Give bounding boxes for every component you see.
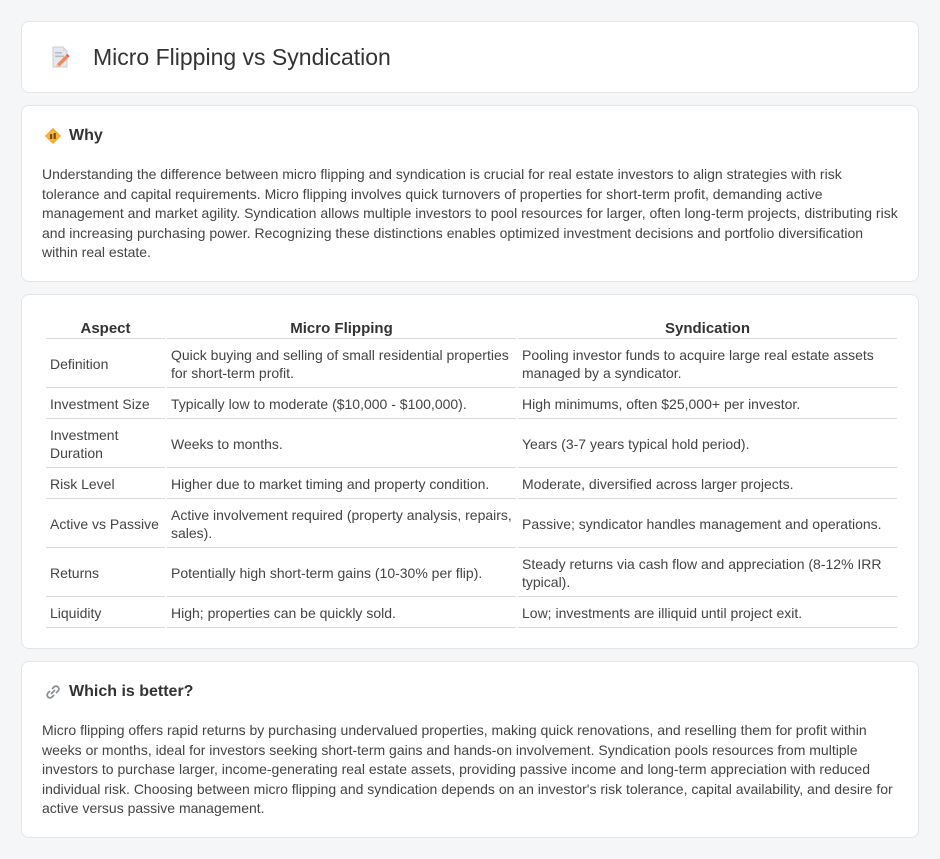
cell-micro: Higher due to market timing and property condition. [167, 470, 516, 499]
pencil-document-icon [48, 45, 72, 69]
title-row [22, 22, 918, 92]
cell-synd: Steady returns via cash flow and appreciation (8-12% IRR typical). [518, 550, 897, 597]
cell-micro: Weeks to months. [167, 421, 516, 468]
cell-aspect: Active vs Passive [46, 501, 165, 548]
which-better-card [21, 661, 919, 838]
why-heading: Why [69, 127, 103, 144]
link-icon [44, 683, 62, 701]
cell-synd: Moderate, diversified across larger projects. [518, 470, 897, 499]
cell-micro: Potentially high short-term gains (10-30% per flip). [167, 550, 516, 597]
cell-aspect: Investment Size [46, 390, 165, 419]
cell-micro: High; properties can be quickly sold. [167, 599, 516, 628]
comparison-table [44, 316, 899, 630]
cell-synd: Years (3-7 years typical hold period). [518, 421, 897, 468]
why-text: Understanding the difference between micro flipping and syndication is crucial for real estate investors to align strategies with risk tolerance and capital requirements. Micro flipping involves quick turnovers of properties for short-term profit, demanding active management and market agility. Syndication allows multiple investors to pool resources for larger, often long-term projects, distributing risk and increasing purchasing power. Recognizing these distinctions enables optimized investment decisions and portfolio diversification within real estate. [42, 166, 898, 261]
cell-micro: Active involvement required (property analysis, repairs, sales). [167, 501, 516, 548]
cell-aspect: Liquidity [46, 599, 165, 628]
table-row [46, 390, 897, 419]
diamond-sign-icon [44, 127, 62, 145]
cell-synd: High minimums, often $25,000+ per investor. [518, 390, 897, 419]
better-heading-row [44, 683, 193, 701]
table-row [46, 550, 897, 597]
why-card [21, 105, 919, 282]
better-text: Micro flipping offers rapid returns by purchasing undervalued properties, making quick renovations, and reselling them for profit within weeks or months, ideal for investors seeking short-term gains and hands-on involvement. Syndication pools resources from multiple investors to purchase larger, income-generating real estate assets, providing passive income and long-term appreciation with reduced individual risk. Choosing between micro flipping and syndication depends on an investor's risk tolerance, capital availability, and desire for active versus passive management. [42, 722, 893, 817]
cell-synd: Passive; syndicator handles management and operations. [518, 501, 897, 548]
better-heading: Which is better? [69, 683, 194, 700]
cell-micro: Quick buying and selling of small residential properties for short-term profit. [167, 341, 516, 388]
header-syndication: Syndication [518, 318, 897, 339]
table-row [46, 341, 897, 388]
cell-synd: Low; investments are illiquid until project exit. [518, 599, 897, 628]
table-row [46, 421, 897, 468]
cell-aspect: Definition [46, 341, 165, 388]
table-header-row [46, 318, 897, 339]
cell-aspect: Returns [46, 550, 165, 597]
comparison-card [21, 294, 919, 649]
title-card [21, 21, 919, 93]
header-micro-flipping: Micro Flipping [167, 318, 516, 339]
cell-aspect: Investment Duration [46, 421, 165, 468]
page-title: Micro Flipping vs Syndication [93, 43, 391, 70]
why-heading-row [44, 127, 103, 145]
table-row [46, 599, 897, 628]
header-aspect: Aspect [46, 318, 165, 339]
cell-micro: Typically low to moderate ($10,000 - $100,000). [167, 390, 516, 419]
table-row [46, 470, 897, 499]
table-row [46, 501, 897, 548]
cell-synd: Pooling investor funds to acquire large real estate assets managed by a syndicator. [518, 341, 897, 388]
cell-aspect: Risk Level [46, 470, 165, 499]
